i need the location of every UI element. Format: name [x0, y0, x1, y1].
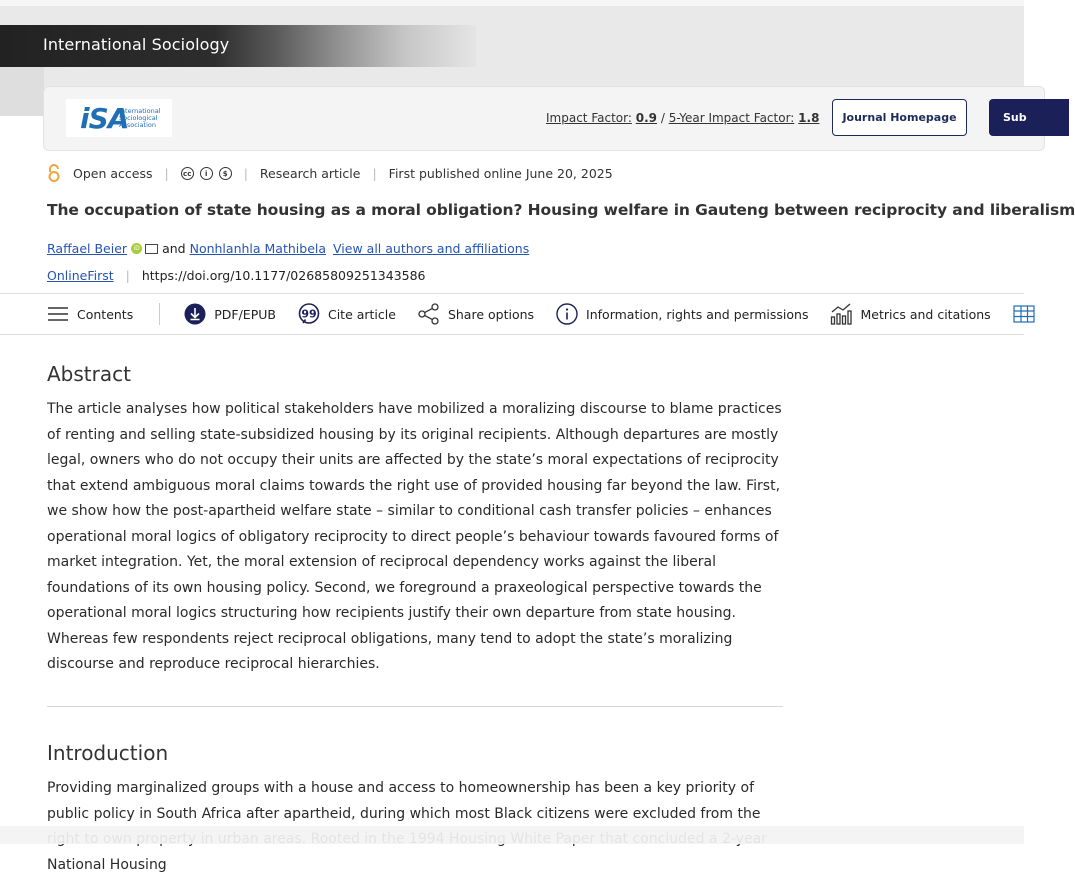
article-title: The occupation of state housing as a moral obligation? Housing welfare in Gauteng between reciprocity and liberalism: [47, 201, 1075, 219]
impact-factor-value: 0.9: [635, 111, 657, 125]
figures-tables-button[interactable]: [1013, 305, 1043, 323]
pdf-epub-button[interactable]: [184, 303, 276, 325]
author-link[interactable]: Raffael Beier: [47, 241, 128, 256]
impact-factor-label: Impact Factor:: [546, 111, 632, 125]
table-icon: [1013, 305, 1035, 323]
article-type: Research article: [259, 165, 361, 181]
svg-text:99: 99: [301, 307, 317, 321]
information-rights-button[interactable]: [556, 303, 808, 325]
journal-homepage-button[interactable]: Journal Homepage: [832, 99, 967, 136]
author-conjunction: and: [162, 241, 186, 256]
list-icon: [47, 306, 69, 322]
license-icons[interactable]: [181, 167, 232, 180]
download-icon: [184, 303, 206, 325]
pdf-epub-label: PDF/EPUB: [214, 306, 276, 322]
share-icon: [418, 303, 440, 325]
abstract-text: The article analyses how political stakeholders have mobilized a moralizing discourse to blame practices of renting and selling state-subsidized housing by its original recipients. Although departures are mostly legal, owners who do not occupy their units are affected by the state’s moral expectations of reciprocity that extend ambiguous moral claims towards the right use of provided housing far beyond the law. First, we show how the post-apartheid welfare state – similar to conditional cash transfer policies – enhances operational moral logics of obligatory reciprocity to direct people’s behaviour towards favoured forms of market integration. Yet, the moral extension of reciprocal dependency works against the liberal foundations of its own housing policy. Second, we foreground a praxeological perspective towards the operational moral logics structuring how recipients justify their own departure from state housing. Whereas few respondents reject reciprocal obligations, many tend to adopt the state’s moralizing discourse and reproduce reciprocal hierarchies.: [47, 401, 782, 672]
information-rights-label: Information, rights and permissions: [586, 306, 809, 322]
five-year-value: 1.8: [798, 111, 820, 125]
top-edge: [0, 0, 1024, 6]
journal-title[interactable]: International Sociology: [43, 35, 230, 54]
by-icon: i: [200, 167, 213, 180]
logo-mark: iSA: [80, 102, 129, 135]
metrics-citations-label: Metrics and citations: [860, 306, 991, 322]
metrics-citations-button[interactable]: [830, 303, 990, 325]
orcid-icon[interactable]: iD: [131, 243, 142, 254]
abstract-heading: Abstract: [47, 362, 131, 386]
logo-text: International Sociological Association: [119, 107, 161, 129]
article-meta: [47, 164, 613, 182]
section-divider: [47, 706, 783, 707]
published-date: First published online June 20, 2025: [388, 165, 613, 181]
five-year-label: 5-Year Impact Factor:: [668, 111, 795, 125]
introduction-text: Providing marginalized groups with a house and access to homeownership has been a key priority of public policy in South Africa after apartheid, during which most Black citizens were excluded from the National Housing: [47, 780, 761, 873]
meta-separator: |: [243, 165, 248, 181]
meta-separator: |: [125, 268, 130, 283]
quote-icon: [298, 303, 320, 325]
journal-info-bar: [43, 86, 1045, 151]
share-options-label: Share options: [447, 306, 535, 322]
online-first-link[interactable]: OnlineFirst: [47, 268, 114, 283]
introduction-heading: Introduction: [47, 741, 169, 765]
bottom-overlay: [0, 826, 1024, 844]
meta-separator: |: [164, 165, 169, 181]
contents-label: Contents: [77, 306, 134, 322]
toolbar-bottom-border: [0, 334, 1024, 335]
cite-article-label: Cite article: [327, 306, 396, 322]
journal-banner[interactable]: [0, 25, 476, 67]
header-shadow: [0, 67, 44, 116]
impact-divider: /: [660, 111, 665, 125]
email-icon[interactable]: [145, 244, 158, 254]
author-line: [47, 241, 529, 256]
info-icon: [556, 303, 578, 325]
nc-icon: $: [219, 167, 232, 180]
author-link[interactable]: Nonhlanhla Mathibela: [189, 241, 327, 256]
impact-factor[interactable]: [546, 111, 819, 125]
meta-separator: |: [372, 165, 377, 181]
open-access-label: Open access: [73, 165, 153, 181]
submit-button[interactable]: Sub: [989, 99, 1069, 136]
contents-button[interactable]: [47, 306, 133, 322]
cite-article-button[interactable]: [298, 303, 396, 325]
view-all-authors-link[interactable]: View all authors and affiliations: [333, 241, 530, 256]
metrics-icon: [830, 303, 852, 325]
doi-row: [47, 268, 426, 283]
article-toolbar: [47, 302, 1065, 326]
open-access-icon: [47, 164, 61, 182]
toolbar-divider: [159, 303, 160, 325]
share-options-button[interactable]: [418, 303, 534, 325]
toolbar-top-border: [0, 293, 1024, 294]
doi-link[interactable]: https://doi.org/10.1177/02685809251343586: [141, 268, 426, 283]
cc-icon: cc: [181, 167, 194, 180]
society-logo[interactable]: [66, 99, 172, 137]
